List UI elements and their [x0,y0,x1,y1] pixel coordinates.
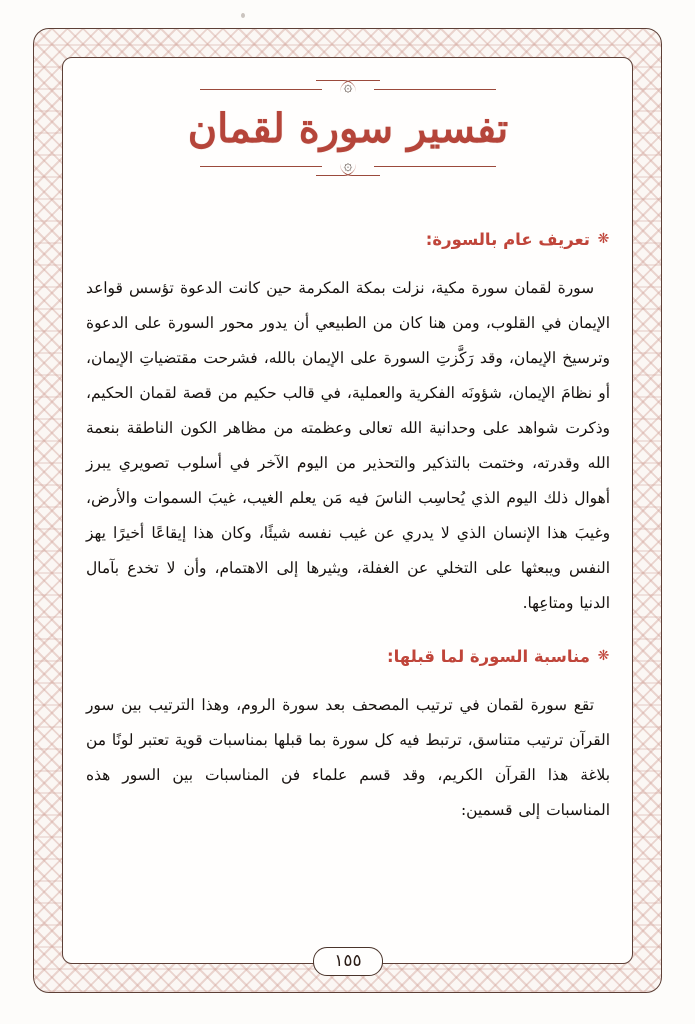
section-heading-overview [86,230,610,249]
spacer [86,200,610,230]
ornament-rule-top [198,78,498,100]
ornament-finial-icon: ۞ [343,77,353,95]
spacer [86,249,610,271]
section-heading-label: تعريف عام بالسورة: [425,230,590,249]
ornament-finial-icon: ۞ [343,161,353,179]
section-heading-relation [86,647,610,666]
spacer [86,621,610,647]
page-title: تفسير سورة لقمان [187,105,509,152]
page-content [86,70,610,950]
body-paragraph: تقع سورة لقمان في ترتيب المصحف بعد سورة الروم، وهذا الترتيب بين سور القرآن ترتيب متناسق، ترتبط فيه كل سورة بما قبلها بمناسبات قوية تعتبر لونًا من بلاغة هذا القرآن الكريم، وقد قسم علماء فن المناسبات بين السور هذه المناسبات إلى قسمين: [86,695,610,819]
rule-swoop-right [316,161,356,179]
body-paragraph: سورة لقمان سورة مكية، نزلت بمكة المكرمة حين كانت الدعوة تؤسس قواعد الإيمان في القلوب، ومن هنا كان من الطبيعي أن يدور محور السورة على الدعوة وترسيخ الإيمان، وقد رَكَّزتِ السورة على الإيمان بالله، فشرحت مقتضياتِ الإيمان، أو نظامَ الإيمان، شؤونَه الفكرية والعملية، في قالب حكيم من قصة لقمان الحكيم، وذكرت شواهد على وحدانية الله تعالى وعظمته من مظاهر الكون الناطقة بنعمة الله وقدرته، وختمت بالتذكير والتحذير من اليوم الآخر في أسلوب تصويري يبرز أهوال ذلك اليوم الذي يُحاسِب الناسَ فيه مَن يعلم الغيب، غيبَ السموات والأرض، وغيبَ هذا الإنسان الذي لا يدري عن غيب نفسه شيئًا، وكان هذا إيقاعًا أخيرًا يهز النفس ويبعثها على التخلي عن الغفلة، ويثيرها إلى الاهتمام، وأن لا تخدع بآمال الدنيا ومتاعِها. [86,279,610,612]
rosette-bullet-icon: ❋ [597,647,610,664]
rule-swoop-right [340,77,380,95]
ornament-rule-bottom [198,156,498,178]
section-heading-label: مناسبة السورة لما قبلها: [387,646,590,666]
spacer [86,666,610,688]
page-number-cartouche [313,947,383,976]
rule-line-right [374,89,496,90]
title-block [86,78,610,200]
rosette-bullet-icon: ❋ [597,231,610,247]
rule-line-right [200,166,322,167]
rule-line-left [200,89,322,90]
page-number: ١٥٥ [334,951,362,971]
scan-speck [241,13,245,18]
rule-line-left [374,166,496,167]
